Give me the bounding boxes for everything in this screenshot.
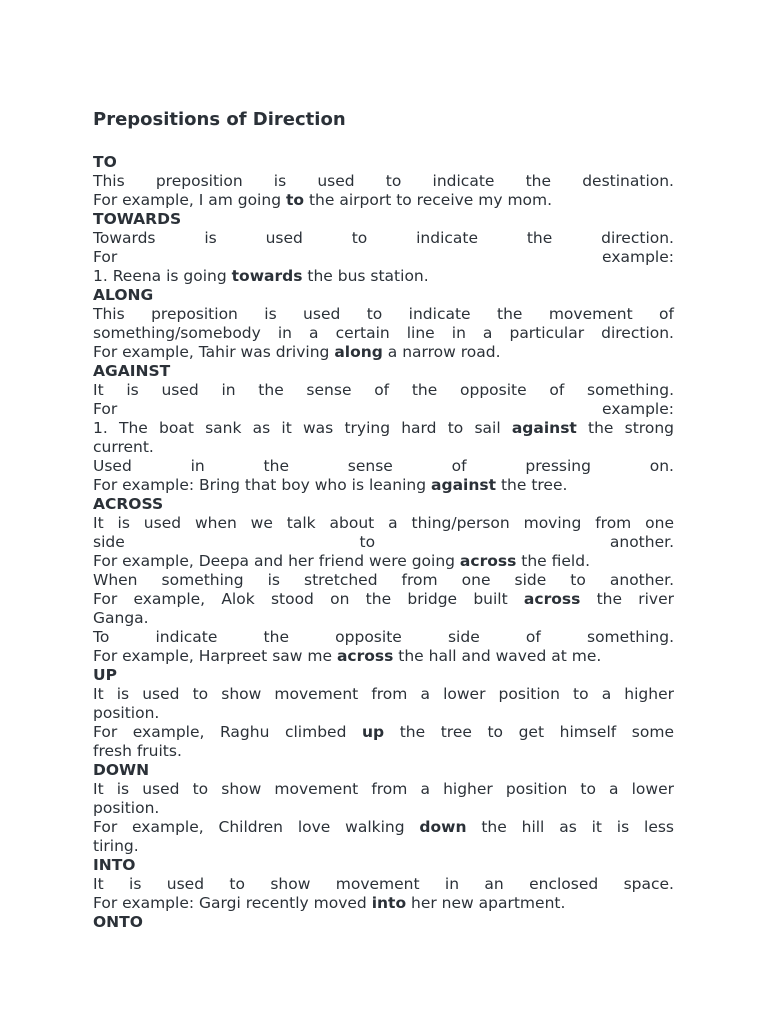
text-segment: For example: Gargi recently moved — [93, 894, 372, 912]
text-segment: her new apartment. — [406, 894, 566, 912]
text-line — [93, 514, 674, 533]
text-segment: For example, Tahir was driving — [93, 343, 335, 361]
text-segment: For example, Deepa and her friend were going — [93, 552, 460, 570]
text-line — [93, 343, 674, 362]
document-body — [93, 153, 674, 932]
text-segment: Ganga. — [93, 609, 149, 627]
text-segment: 1. Reena is going — [93, 267, 232, 285]
text-line — [93, 628, 674, 647]
page-title: Prepositions of Direction — [93, 109, 346, 130]
emphasized-preposition: against — [431, 476, 497, 494]
text-segment: the airport to receive my mom. — [304, 191, 553, 209]
text-line — [93, 248, 674, 267]
text-line — [93, 837, 674, 856]
text-line — [93, 552, 674, 571]
text-line — [93, 191, 674, 210]
emphasized-preposition: to — [285, 191, 305, 209]
text-segment: tiring. — [93, 837, 139, 855]
text-segment: It is used to show movement from a higher position to a lower — [93, 780, 674, 798]
section-heading: TOWARDS — [93, 210, 182, 228]
section-heading: ACROSS — [93, 495, 164, 513]
text-line — [93, 172, 674, 191]
text-line — [93, 267, 674, 286]
text-segment: For example: Bring that boy who is leaning — [93, 476, 432, 494]
emphasized-preposition: against — [511, 419, 577, 437]
section-heading: ALONG — [93, 286, 154, 304]
text-segment: To indicate the opposite side of something. — [93, 628, 674, 646]
text-segment: For example, Harpreet saw me — [93, 647, 337, 665]
emphasized-preposition: towards — [231, 267, 303, 285]
text-segment: a narrow road. — [382, 343, 501, 361]
section-onto — [93, 913, 674, 932]
text-segment: current. — [93, 438, 154, 456]
text-line — [93, 419, 674, 438]
section-heading: AGAINST — [93, 362, 171, 380]
section-heading: DOWN — [93, 761, 150, 779]
text-segment: For example, Children love walking — [93, 818, 420, 836]
text-line — [93, 324, 674, 343]
text-line — [93, 457, 674, 476]
text-line — [93, 818, 674, 837]
section-against — [93, 362, 674, 495]
text-segment: side to another. — [93, 533, 674, 551]
text-segment: position. — [93, 704, 160, 722]
text-line — [93, 438, 674, 457]
section-across — [93, 495, 674, 666]
text-line — [93, 875, 674, 894]
text-line — [93, 647, 674, 666]
text-segment: the hall and waved at me. — [393, 647, 602, 665]
document-page — [93, 108, 674, 932]
text-segment: It is used to show movement from a lower position to a higher — [93, 685, 674, 703]
text-segment: For example, Raghu climbed — [93, 723, 362, 741]
section-along — [93, 286, 674, 362]
text-segment: For example: — [93, 248, 674, 266]
text-line — [93, 229, 674, 248]
emphasized-preposition: along — [334, 343, 383, 361]
text-line — [93, 305, 674, 324]
text-line — [93, 894, 674, 913]
section-towards — [93, 210, 674, 286]
text-segment: For example, I am going — [93, 191, 286, 209]
emphasized-preposition: across — [523, 590, 581, 608]
text-segment: For example, Alok stood on the bridge built — [93, 590, 524, 608]
text-segment: 1. The boat sank as it was trying hard to sail — [93, 419, 512, 437]
section-heading: UP — [93, 666, 117, 684]
text-segment: It is used when we talk about a thing/person moving from one — [93, 514, 674, 532]
section-into — [93, 856, 674, 913]
text-line — [93, 476, 674, 495]
text-segment: the field. — [516, 552, 590, 570]
section-up — [93, 666, 674, 761]
section-to — [93, 153, 674, 210]
emphasized-preposition: down — [419, 818, 467, 836]
text-segment: the strong — [576, 419, 674, 437]
text-line — [93, 609, 674, 628]
text-segment: the tree. — [496, 476, 568, 494]
text-line — [93, 590, 674, 609]
text-segment: the tree to get himself some — [384, 723, 674, 741]
text-line — [93, 381, 674, 400]
emphasized-preposition: across — [459, 552, 517, 570]
emphasized-preposition: into — [371, 894, 407, 912]
text-segment: When something is stretched from one side to another. — [93, 571, 674, 589]
text-line — [93, 723, 674, 742]
text-line — [93, 704, 674, 723]
text-line — [93, 780, 674, 799]
text-segment: something/somebody in a certain line in a particular direction. — [93, 324, 674, 342]
section-heading: INTO — [93, 856, 136, 874]
text-line — [93, 742, 674, 761]
text-line — [93, 685, 674, 704]
text-segment: the bus station. — [302, 267, 429, 285]
text-segment: It is used in the sense of the opposite of something. — [93, 381, 674, 399]
text-line — [93, 571, 674, 590]
emphasized-preposition: across — [336, 647, 394, 665]
text-segment: the river — [580, 590, 674, 608]
emphasized-preposition: up — [362, 723, 385, 741]
text-segment: the hill as it is less — [466, 818, 675, 836]
text-segment: Used in the sense of pressing on. — [93, 457, 674, 475]
text-line — [93, 799, 674, 818]
section-down — [93, 761, 674, 856]
text-segment: Towards is used to indicate the direction. — [93, 229, 674, 247]
section-heading: TO — [93, 153, 117, 171]
text-segment: position. — [93, 799, 160, 817]
section-heading: ONTO — [93, 913, 143, 931]
text-segment: fresh fruits. — [93, 742, 182, 760]
text-segment: For example: — [93, 400, 674, 418]
text-line — [93, 400, 674, 419]
text-line — [93, 533, 674, 552]
text-segment: This preposition is used to indicate the destination. — [93, 172, 674, 190]
text-segment: It is used to show movement in an enclosed space. — [93, 875, 674, 893]
text-segment: This preposition is used to indicate the movement of — [93, 305, 674, 323]
